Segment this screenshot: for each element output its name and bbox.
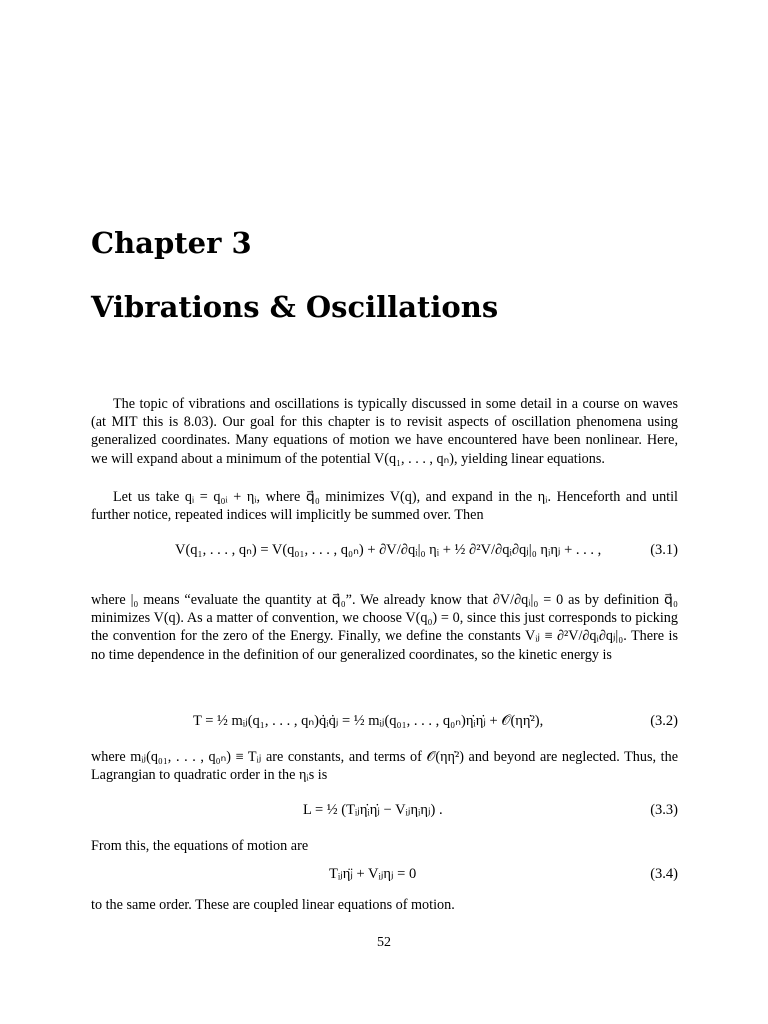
equation-3-1	[91, 542, 678, 568]
equation-3-2	[91, 713, 678, 739]
page-number: 52	[377, 935, 391, 950]
equation-3-4	[91, 866, 678, 888]
chapter-label: Chapter 3	[91, 226, 252, 260]
equation-3-1-number: (3.1)	[650, 542, 678, 558]
equation-3-2-body: T = ½ mᵢⱼ(q₁, . . . , qₙ)q̇ᵢq̇ⱼ = ½ mᵢⱼ(q₀₁, . . . , q₀ₙ)η̇ᵢη̇ⱼ + 𝒪(ηη̇²),	[193, 713, 544, 729]
paragraph-eom-intro: From this, the equations of motion are	[91, 838, 309, 854]
equation-3-4-number: (3.4)	[650, 866, 678, 882]
paragraph-expansion: Let us take qᵢ = q₀ᵢ + ηᵢ, where q⃗₀ minimizes V(q), and expand in the ηᵢ. Henceforth and until further notice, repeated indices will implicitly be summed over. Then	[91, 489, 678, 524]
chapter-title: Vibrations & Oscillations	[91, 290, 499, 324]
equation-3-1-body: V(q₁, . . . , qₙ) = V(q₀₁, . . . , q₀ₙ) + ∂V/∂qᵢ|₀ ηᵢ + ½ ∂²V/∂qᵢ∂qⱼ|₀ ηᵢηⱼ + . . . ,	[175, 542, 602, 558]
paragraph-conclusion: to the same order. These are coupled linear equations of motion.	[91, 897, 455, 913]
equation-3-2-number: (3.2)	[650, 713, 678, 729]
equation-3-3	[91, 802, 678, 828]
equation-3-3-number: (3.3)	[650, 802, 678, 818]
paragraph-definitions: where |₀ means “evaluate the quantity at q⃗₀”. We already know that ∂V/∂qᵢ|₀ = 0 as by definition q⃗₀ minimizes V(q). As a matter of convention, we choose V(q₀) = 0, since this just corresponds to picking the convention for the zero of the Energy. Finally, we define the constants Vᵢⱼ ≡ ∂²V/∂qᵢ∂qⱼ|₀. There is no time dependence in the definition of our generalized coordinates, so the kinetic energy is	[91, 592, 678, 663]
equation-3-4-body: Tᵢⱼη̈ⱼ + Vᵢⱼηⱼ = 0	[329, 866, 417, 882]
paragraph-lagrangian-intro: where mᵢⱼ(q₀₁, . . . , q₀ₙ) ≡ Tᵢⱼ are constants, and terms of 𝒪(ηη̇²) and beyond are neglected. Thus, the Lagrangian to quadratic order in the ηᵢs is	[91, 749, 678, 784]
paragraph-intro: The topic of vibrations and oscillations is typically discussed in some detail in a course on waves (at MIT this is 8.03). Our goal for this chapter is to revisit aspects of oscillation phenomena using generalized coordinates. Many equations of motion we have encountered have been nonlinear. Here, we will expand about a minimum of the potential V(q₁, . . . , qₙ), yielding linear equations.	[91, 396, 678, 467]
equation-3-3-body: L = ½ (Tᵢⱼη̇ᵢη̇ⱼ − Vᵢⱼηᵢηⱼ) .	[303, 802, 443, 818]
